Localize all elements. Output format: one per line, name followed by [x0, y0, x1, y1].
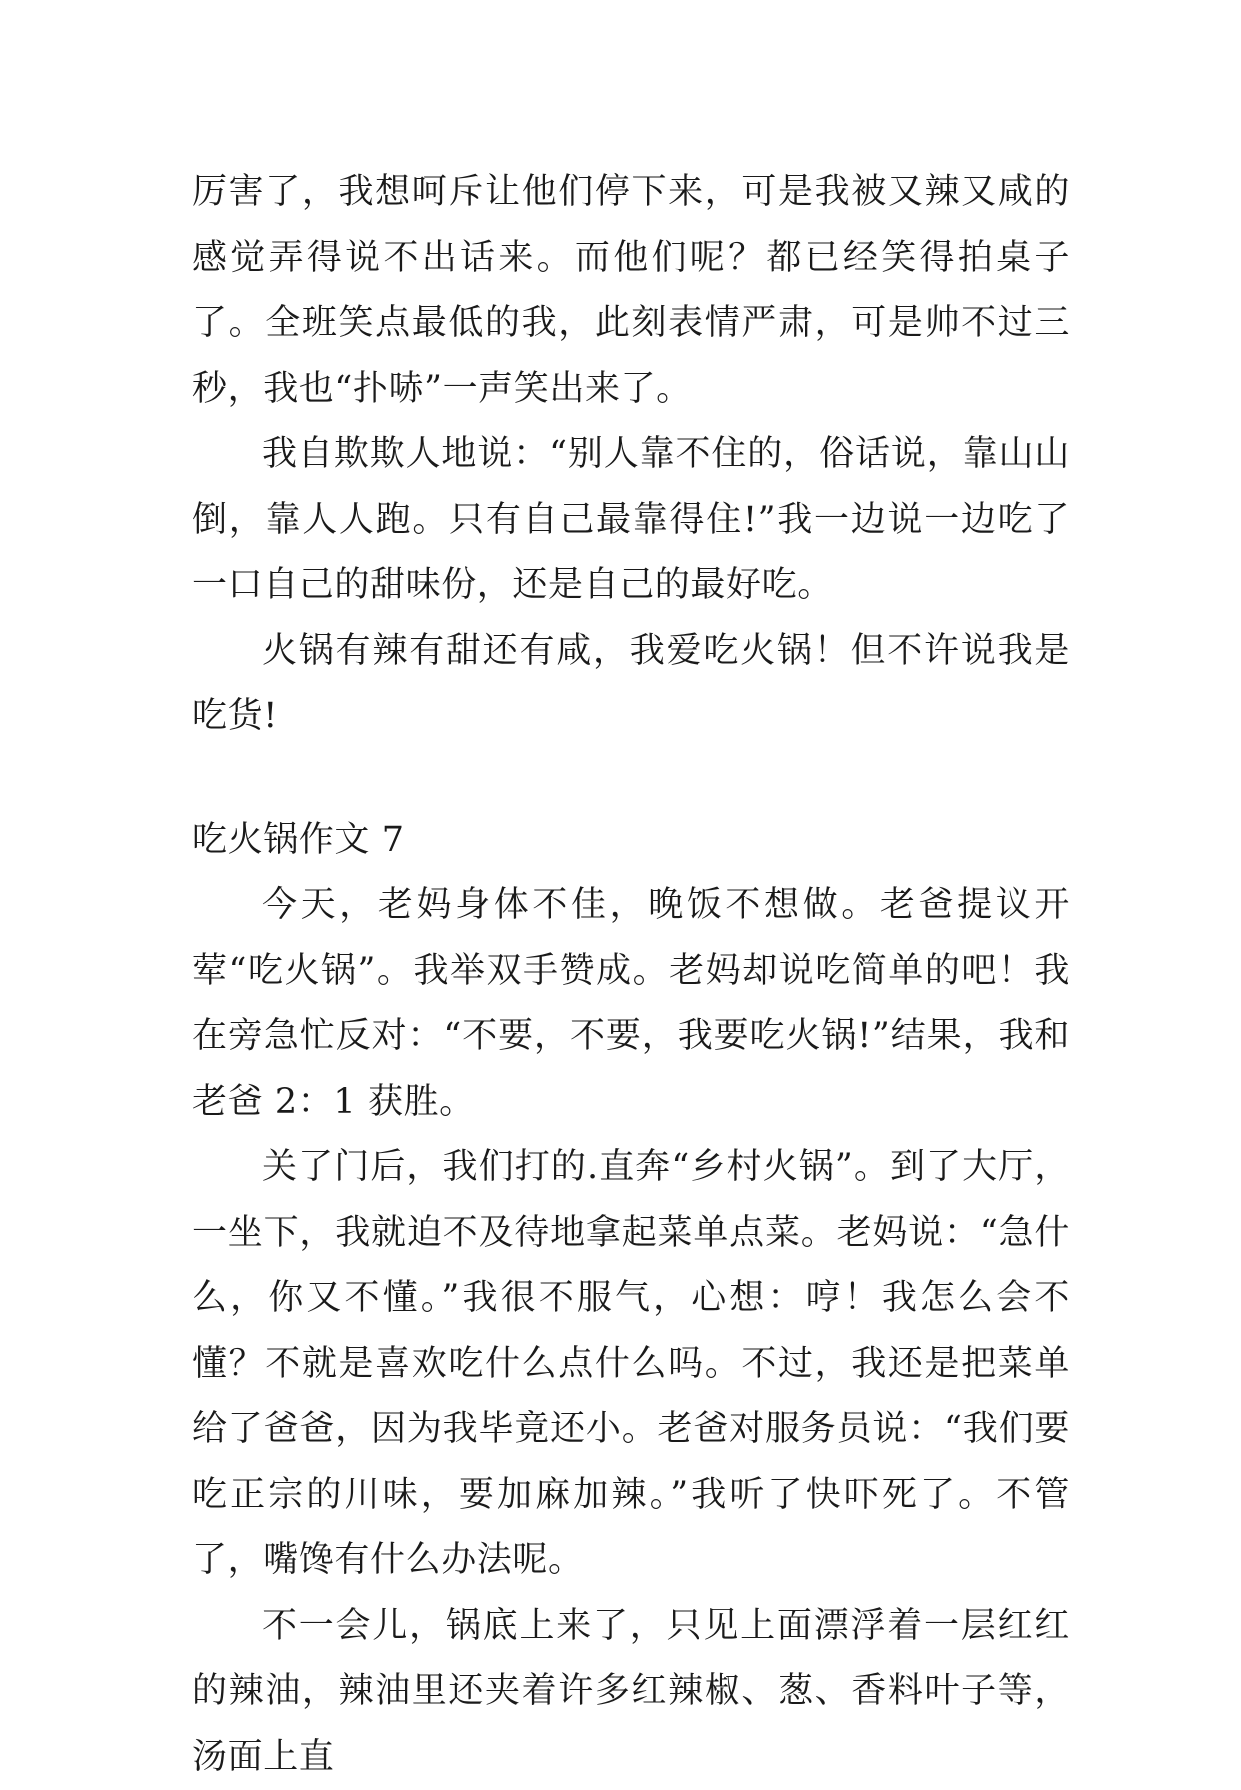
paragraph-4: 今天，老妈身体不佳，晚饭不想做。老爸提议开荤“吃火锅”。我举双手赞成。老妈却说吃简单的吧！我在旁急忙反对：“不要，不要，我要吃火锅!”结果，我和老爸 2：1 获胜。	[192, 873, 1070, 1135]
paragraph-2: 我自欺欺人地说：“别人靠不住的，俗话说，靠山山倒，靠人人跑。只有自己最靠得住!”我一边说一边吃了一口自己的甜味份，还是自己的最好吃。	[192, 422, 1070, 619]
section-heading: 吃火锅作文 7	[192, 808, 1070, 874]
paragraph-1: 厉害了，我想呵斥让他们停下来，可是我被又辣又咸的感觉弄得说不出话来。而他们呢？都已经笑得拍桌子了。全班笑点最低的我，此刻表情严肃，可是帅不过三秒，我也“扑哧”一声笑出来了。	[192, 160, 1070, 422]
paragraph-3: 火锅有辣有甜还有咸，我爱吃火锅！但不许说我是吃货!	[192, 619, 1070, 750]
document-body	[192, 160, 1070, 1790]
paragraph-5: 关了门后，我们打的.直奔“乡村火锅”。到了大厅，一坐下，我就迫不及待地拿起菜单点菜。老妈说：“急什么，你又不懂。”我很不服气，心想：哼！我怎么会不懂？不就是喜欢吃什么点什么吗。不过，我还是把菜单给了爸爸，因为我毕竟还小。老爸对服务员说：“我们要吃正宗的川味，要加麻加辣。”我听了快吓死了。不管了，嘴馋有什么办法呢。	[192, 1135, 1070, 1594]
paragraph-6: 不一会儿，锅底上来了，只见上面漂浮着一层红红的辣油，辣油里还夹着许多红辣椒、葱、香料叶子等，汤面上直	[192, 1594, 1070, 1790]
